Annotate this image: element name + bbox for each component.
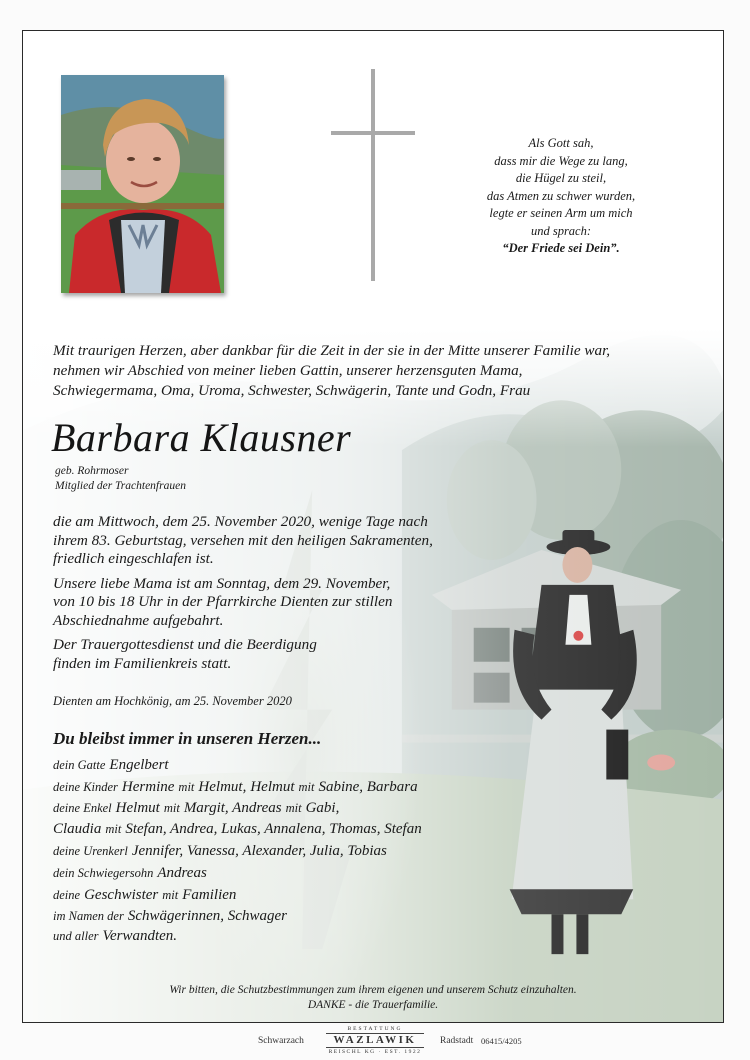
family-row-in-name: im Namen der Schwägerinnen, Schwager bbox=[53, 908, 287, 924]
footer-phone: 06415/4205 bbox=[481, 1036, 522, 1046]
poem bbox=[441, 135, 681, 258]
family-row-grandchildren-cont: Claudia mit Stefan, Andrea, Lukas, Annalena, Thomas, Stefan bbox=[53, 821, 422, 837]
deceased-details bbox=[55, 464, 186, 494]
poem-closing: “Der Friede sei Dein”. bbox=[502, 241, 620, 255]
family-list bbox=[53, 754, 533, 946]
body-line: Abschiednahme aufgebahrt. bbox=[53, 611, 224, 629]
body-line: finden im Familienkreis statt. bbox=[53, 654, 232, 672]
farewell-heading: Du bleibst immer in unseren Herzen... bbox=[53, 729, 322, 748]
body-line: von 10 bis 18 Uhr in der Pfarrkirche Dienten zur stillen bbox=[53, 593, 393, 610]
body-line: friedlich eingeschlafen ist. bbox=[53, 550, 214, 567]
place-date: Dienten am Hochkönig, am 25. November 2020 bbox=[53, 694, 292, 708]
death-paragraph bbox=[53, 513, 533, 569]
viewing-paragraph bbox=[53, 575, 533, 631]
body-line: Der Trauergottesdienst und die Beerdigung bbox=[53, 636, 317, 653]
body-line: Unsere liebe Mama ist am Sonntag, dem 29. November, bbox=[53, 574, 391, 592]
poem-line: dass mir die Wege zu lang, bbox=[494, 153, 628, 168]
note-line: Wir bitten, die Schutzbestimmungen zum ihrem eigenen und unserem Schutz einzuhalten. bbox=[169, 984, 577, 996]
poem-line: die Hügel zu steil, bbox=[515, 171, 607, 185]
funeral-home-logo bbox=[318, 1026, 432, 1055]
born-as: geb. Rohrmoser bbox=[55, 465, 129, 477]
footer bbox=[0, 1025, 750, 1060]
intro-line: Mit traurigen Herzen, aber dankbar für die Zeit in der sie in der Mitte unserer Familie war, bbox=[53, 342, 611, 359]
poem-line: Als Gott sah, bbox=[528, 136, 594, 150]
family-row-children: deine Kinder Hermine mit Helmut, Helmut mit Sabine, Barbara bbox=[53, 779, 418, 795]
family-row-relatives: und aller Verwandten. bbox=[53, 928, 178, 944]
poem-line: das Atmen zu schwer wurden, bbox=[486, 188, 636, 203]
funeral-paragraph bbox=[53, 636, 533, 673]
body-line: ihrem 83. Geburtstag, versehen mit den heiligen Sakramenten, bbox=[53, 531, 433, 549]
intro-line: Schwiegermama, Oma, Uroma, Schwester, Schwägerin, Tante und Godn, Frau bbox=[53, 382, 531, 399]
poem-line: und sprach: bbox=[530, 223, 592, 238]
family-row-grandchildren: deine Enkel Helmut mit Margit, Andreas mit Gabi, bbox=[53, 800, 340, 816]
logo-top-text: BESTATTUNG bbox=[347, 1026, 403, 1032]
footer-location-left: Schwarzach bbox=[258, 1036, 304, 1046]
page-frame bbox=[22, 30, 724, 1023]
logo-name: WAZLAWIK bbox=[326, 1033, 424, 1048]
family-row-siblings: deine Geschwister mit Familien bbox=[53, 887, 237, 903]
note-line: DANKE - die Trauerfamilie. bbox=[307, 999, 439, 1011]
membership: Mitglied der Trachtenfrauen bbox=[55, 480, 186, 492]
portrait-image bbox=[61, 75, 224, 293]
portrait-photo bbox=[61, 75, 224, 293]
footer-location-right: Radstadt bbox=[440, 1036, 474, 1046]
poem-line: legte er seinen Arm um mich bbox=[489, 206, 633, 220]
announcement-body bbox=[53, 513, 533, 679]
deceased-name: Barbara Klausner bbox=[51, 415, 352, 460]
intro-line: nehmen wir Abschied von meiner lieben Gattin, unserer herzensguten Mama, bbox=[53, 362, 523, 379]
closing-note bbox=[23, 983, 723, 1013]
family-row-son-in-law: dein Schwiegersohn Andreas bbox=[53, 865, 207, 881]
body-line: die am Mittwoch, dem 25. November 2020, wenige Tage nach bbox=[53, 513, 428, 530]
intro-text bbox=[53, 341, 723, 401]
family-row-great-grandchildren: deine Urenkerl Jennifer, Vanessa, Alexander, Julia, Tobias bbox=[53, 843, 387, 859]
logo-bottom-text: REISCHL KG · EST. 1922 bbox=[328, 1049, 422, 1055]
family-row-husband: dein Gatte Engelbert bbox=[53, 757, 169, 773]
cross-icon bbox=[331, 69, 415, 281]
